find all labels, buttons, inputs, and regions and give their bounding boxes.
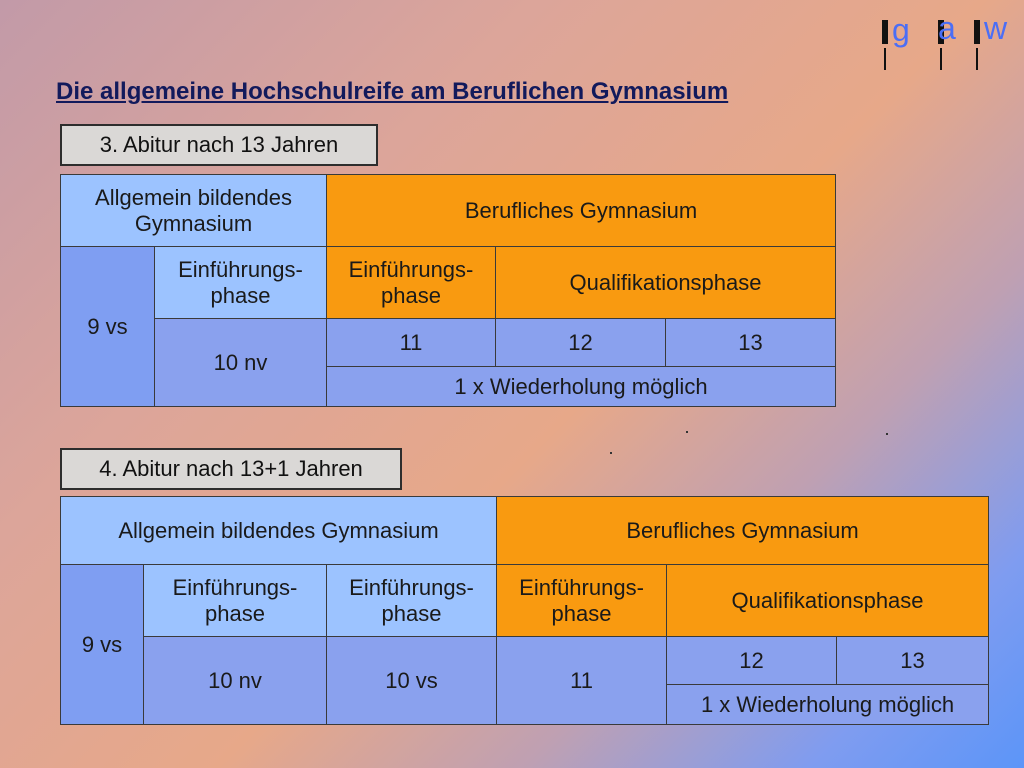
logo-letter-w: w: [984, 10, 1008, 46]
s1-grade-9: 9 vs: [61, 247, 155, 407]
s1-header-general-gymnasium: Allgemein bildendes Gymnasium: [61, 175, 327, 247]
logo-bar: [976, 48, 978, 70]
s2-grade-11: 11: [497, 637, 667, 725]
logo-bar: [940, 48, 942, 70]
section2-table: [60, 496, 989, 725]
s2-grade-10vs: 10 vs: [327, 637, 497, 725]
section1-label: 3. Abitur nach 13 Jahren: [60, 124, 378, 166]
stray-dot: [610, 452, 612, 454]
s2-qualification-phase: Qualifikationsphase: [667, 565, 989, 637]
s2-intro-phase-vocational: Einführungs- phase: [497, 565, 667, 637]
s1-intro-phase-vocational: Einführungs- phase: [327, 247, 496, 319]
page-title: Die allgemeine Hochschulreife am Beruflichen Gymnasium: [56, 78, 729, 105]
gaw-logo: [878, 12, 1018, 72]
s1-intro-phase-general: Einführungs- phase: [155, 247, 327, 319]
logo-letter-a: a: [938, 10, 956, 46]
s1-qualification-phase: Qualifikationsphase: [496, 247, 836, 319]
s2-grade-13: 13: [837, 637, 989, 685]
logo-bar: [884, 48, 886, 70]
section2-label: 4. Abitur nach 13+1 Jahren: [60, 448, 402, 490]
s2-header-vocational-gymnasium: Berufliches Gymnasium: [497, 497, 989, 565]
s2-grade-9: 9 vs: [61, 565, 144, 725]
s1-grade-11: 11: [327, 319, 496, 367]
s2-repeat-note: 1 x Wiederholung möglich: [667, 685, 989, 725]
s1-grade-12: 12: [496, 319, 666, 367]
stray-dot: [686, 431, 688, 433]
logo-letter-g: g: [892, 12, 910, 48]
logo-bar: [974, 20, 980, 44]
s2-intro-phase-general-1: Einführungs- phase: [144, 565, 327, 637]
s2-grade-12: 12: [667, 637, 837, 685]
s1-grade-10: 10 nv: [155, 319, 327, 407]
s2-grade-10nv: 10 nv: [144, 637, 327, 725]
stray-dot: [886, 433, 888, 435]
s2-header-general-gymnasium: Allgemein bildendes Gymnasium: [61, 497, 497, 565]
s1-grade-13: 13: [666, 319, 836, 367]
s1-header-vocational-gymnasium: Berufliches Gymnasium: [327, 175, 836, 247]
logo-bar: [882, 20, 888, 44]
s2-intro-phase-general-2: Einführungs- phase: [327, 565, 497, 637]
s1-repeat-note: 1 x Wiederholung möglich: [327, 367, 836, 407]
section1-table: [60, 174, 836, 407]
